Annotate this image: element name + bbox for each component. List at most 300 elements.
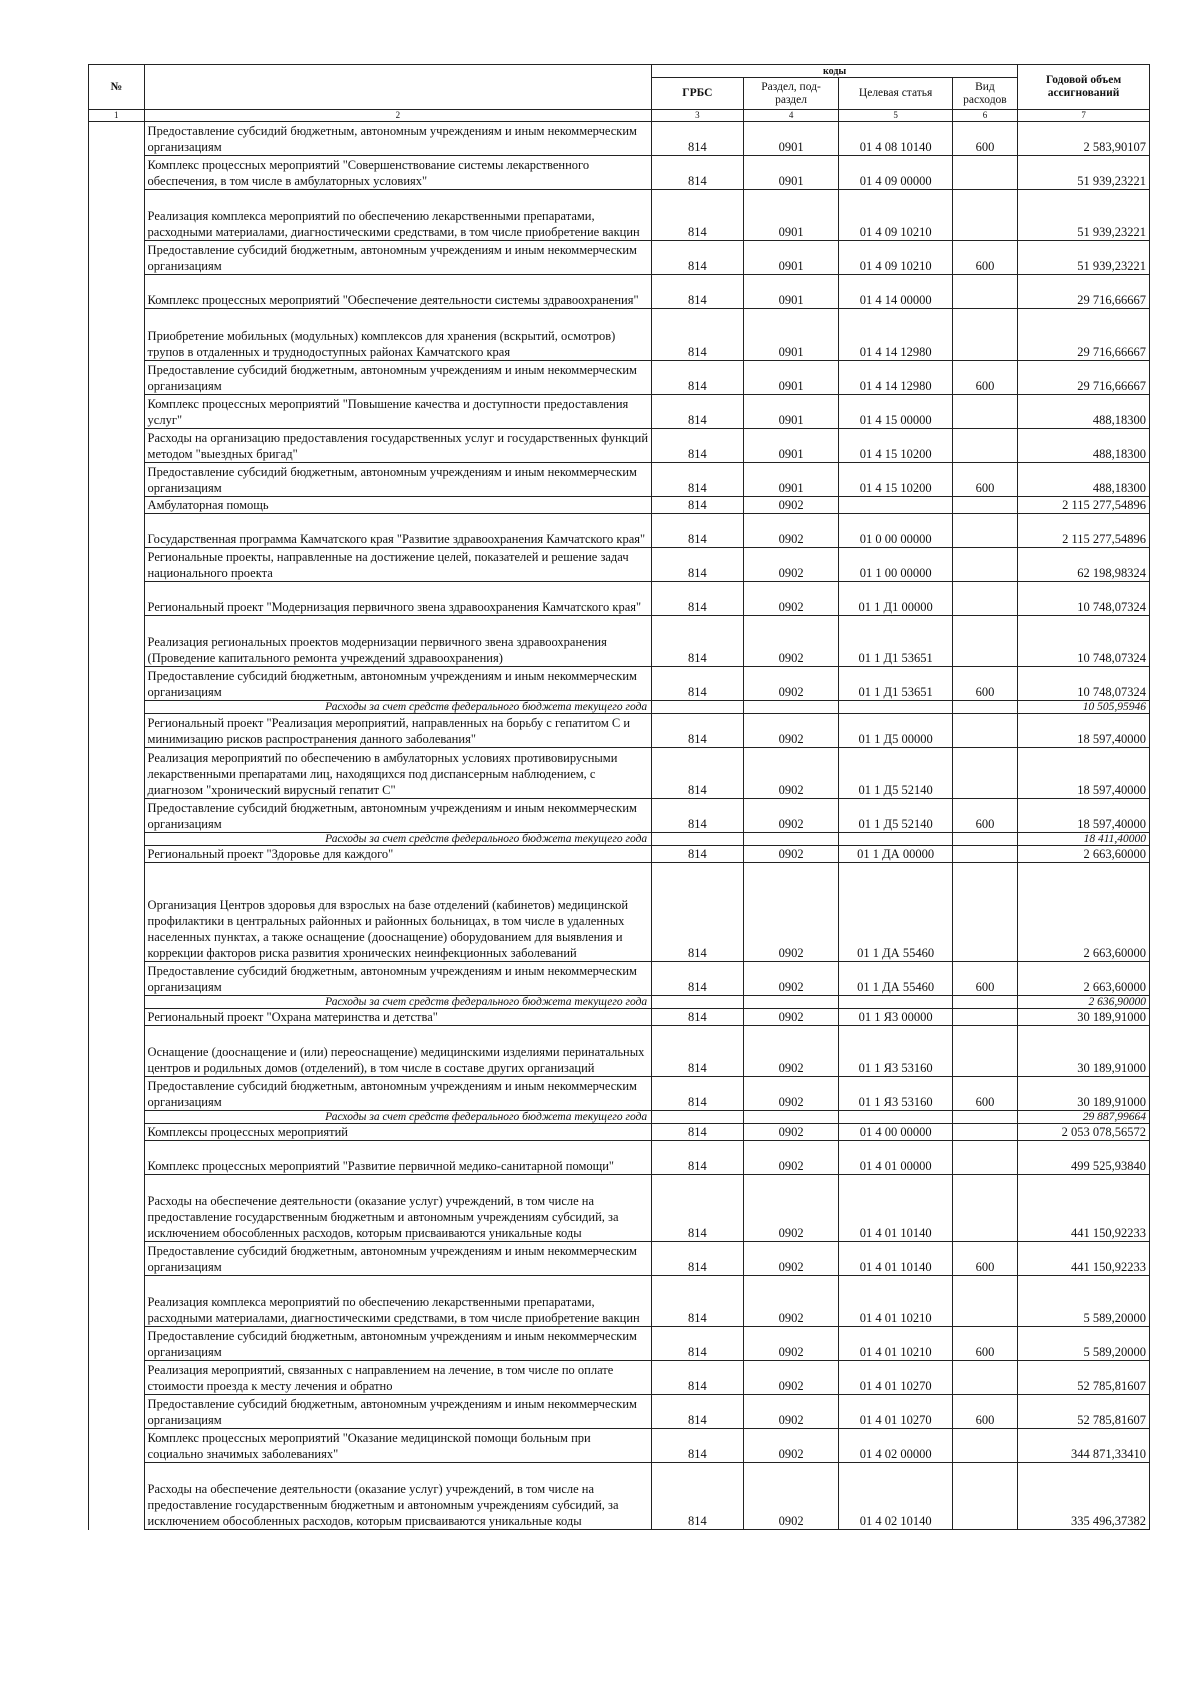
- cell-type: 600: [952, 799, 1017, 833]
- table-row: [89, 548, 1150, 582]
- col-number-2: 2: [144, 110, 652, 122]
- row-number-cell: [89, 122, 145, 156]
- row-number-cell: [89, 156, 145, 190]
- cell-desc: Региональный проект "Реализация мероприятий, направленных на борьбу с гепатитом С и минимизацию рисков распространения данного заболевания": [144, 714, 652, 748]
- cell-section: 0902: [743, 962, 839, 996]
- cell-type: [952, 1429, 1017, 1463]
- cell-amount: 2 115 277,54896: [1018, 497, 1150, 514]
- cell-amount: 5 589,20000: [1018, 1276, 1150, 1327]
- cell-section: 0901: [743, 309, 839, 361]
- cell-target: 01 0 00 00000: [839, 514, 952, 548]
- cell-desc: Комплекс процессных мероприятий "Оказание медицинской помощи больным при социально значимых заболеваниях": [144, 1429, 652, 1463]
- cell-target: 01 1 Я3 00000: [839, 1009, 952, 1026]
- cell-target: 01 4 01 00000: [839, 1141, 952, 1175]
- cell-type: [952, 616, 1017, 667]
- cell-grbs: [652, 996, 744, 1009]
- cell-target: 01 4 09 00000: [839, 156, 952, 190]
- cell-grbs: 814: [652, 1276, 744, 1327]
- cell-section: 0902: [743, 1276, 839, 1327]
- cell-target: 01 4 01 10210: [839, 1276, 952, 1327]
- cell-type: [952, 309, 1017, 361]
- cell-type: 600: [952, 962, 1017, 996]
- cell-target: 01 4 01 10210: [839, 1327, 952, 1361]
- cell-section: 0902: [743, 846, 839, 863]
- cell-desc: Предоставление субсидий бюджетным, автономным учреждениям и иным некоммерческим организациям: [144, 241, 652, 275]
- cell-amount: 29 887,99664: [1018, 1111, 1150, 1124]
- cell-amount: 30 189,91000: [1018, 1009, 1150, 1026]
- cell-target: [839, 701, 952, 714]
- table-row: [89, 667, 1150, 701]
- cell-target: 01 4 15 00000: [839, 395, 952, 429]
- col-number-5: 5: [839, 110, 952, 122]
- cell-target: 01 4 14 00000: [839, 275, 952, 309]
- cell-section: 0902: [743, 616, 839, 667]
- cell-desc: Комплекс процессных мероприятий "Повышение качества и доступности предоставления услуг": [144, 395, 652, 429]
- cell-section: 0901: [743, 190, 839, 241]
- cell-grbs: 814: [652, 667, 744, 701]
- cell-type: 600: [952, 667, 1017, 701]
- cell-section: 0902: [743, 863, 839, 962]
- cell-grbs: [652, 701, 744, 714]
- row-number-cell: [89, 996, 145, 1009]
- cell-grbs: 814: [652, 156, 744, 190]
- cell-desc: Расходы за счет средств федерального бюджета текущего года: [144, 996, 652, 1009]
- cell-target: 01 1 ДА 55460: [839, 863, 952, 962]
- cell-section: 0902: [743, 1463, 839, 1530]
- cell-type: [952, 714, 1017, 748]
- cell-desc: Предоставление субсидий бюджетным, автономным учреждениям и иным некоммерческим организациям: [144, 463, 652, 497]
- cell-grbs: 814: [652, 1327, 744, 1361]
- cell-type: 600: [952, 1395, 1017, 1429]
- cell-target: 01 1 Д1 00000: [839, 582, 952, 616]
- cell-type: [952, 275, 1017, 309]
- table-row: [89, 799, 1150, 833]
- cell-grbs: 814: [652, 190, 744, 241]
- header-number: №: [89, 65, 145, 110]
- cell-type: [952, 548, 1017, 582]
- budget-document: [88, 64, 1150, 1530]
- cell-target: [839, 1111, 952, 1124]
- cell-grbs: [652, 833, 744, 846]
- cell-amount: 335 496,37382: [1018, 1463, 1150, 1530]
- cell-grbs: 814: [652, 361, 744, 395]
- cell-amount: 2 115 277,54896: [1018, 514, 1150, 548]
- table-row: [89, 1175, 1150, 1242]
- cell-section: 0901: [743, 361, 839, 395]
- cell-grbs: 814: [652, 241, 744, 275]
- federal-budget-row: [89, 1111, 1150, 1124]
- cell-amount: 344 871,33410: [1018, 1429, 1150, 1463]
- cell-desc: Реализация мероприятий по обеспечению в амбулаторных условиях противовирусными лекарственными препаратами лиц, находящихся под диспансерным наблюдением, с диагнозом "хронический вирусный гепатит С": [144, 748, 652, 799]
- row-number-cell: [89, 1395, 145, 1429]
- cell-amount: 18 597,40000: [1018, 799, 1150, 833]
- cell-target: 01 1 ДА 00000: [839, 846, 952, 863]
- row-number-cell: [89, 846, 145, 863]
- row-number-cell: [89, 1009, 145, 1026]
- cell-section: 0902: [743, 1124, 839, 1141]
- cell-grbs: 814: [652, 1361, 744, 1395]
- table-row: [89, 962, 1150, 996]
- cell-desc: Реализация комплекса мероприятий по обеспечению лекарственными препаратами, расходными материалами, диагностическими средствами, в том числе приобретение вакцин: [144, 1276, 652, 1327]
- header-codes: коды: [652, 65, 1018, 78]
- row-number-cell: [89, 1077, 145, 1111]
- cell-type: [952, 1361, 1017, 1395]
- table-row: [89, 1429, 1150, 1463]
- cell-amount: 10 748,07324: [1018, 582, 1150, 616]
- cell-section: [743, 701, 839, 714]
- row-number-cell: [89, 429, 145, 463]
- cell-desc: Расходы за счет средств федерального бюджета текущего года: [144, 833, 652, 846]
- row-number-cell: [89, 1463, 145, 1530]
- cell-grbs: 814: [652, 616, 744, 667]
- row-number-cell: [89, 463, 145, 497]
- cell-desc: Организация Центров здоровья для взрослых на базе отделений (кабинетов) медицинской профилактики в центральных районных и районных больницах, в том числе в удаленных населенных пунктах, а также оснащение (дооснащение) оборудованием для выявления и коррекции факторов риска развития хронических неинфекционных заболеваний: [144, 863, 652, 962]
- budget-table: [88, 64, 1150, 1530]
- cell-type: [952, 701, 1017, 714]
- row-number-cell: [89, 361, 145, 395]
- cell-type: 600: [952, 122, 1017, 156]
- header-expense-type: Вид расходов: [952, 78, 1017, 110]
- cell-amount: 2 663,60000: [1018, 863, 1150, 962]
- row-number-cell: [89, 1141, 145, 1175]
- row-number-cell: [89, 962, 145, 996]
- cell-desc: Предоставление субсидий бюджетным, автономным учреждениям и иным некоммерческим организациям: [144, 122, 652, 156]
- cell-desc: Реализация комплекса мероприятий по обеспечению лекарственными препаратами, расходными материалами, диагностическими средствами, в том числе приобретение вакцин: [144, 190, 652, 241]
- cell-type: [952, 833, 1017, 846]
- row-number-cell: [89, 863, 145, 962]
- cell-amount: 30 189,91000: [1018, 1077, 1150, 1111]
- cell-grbs: 814: [652, 962, 744, 996]
- row-number-cell: [89, 1124, 145, 1141]
- row-number-cell: [89, 514, 145, 548]
- cell-desc: Комплекс процессных мероприятий "Обеспечение деятельности системы здравоохранения": [144, 275, 652, 309]
- row-number-cell: [89, 799, 145, 833]
- cell-amount: 441 150,92233: [1018, 1175, 1150, 1242]
- table-row: [89, 190, 1150, 241]
- cell-grbs: 814: [652, 514, 744, 548]
- cell-grbs: 814: [652, 275, 744, 309]
- cell-type: 600: [952, 1242, 1017, 1276]
- cell-desc: Комплекс процессных мероприятий "Развитие первичной медико-санитарной помощи": [144, 1141, 652, 1175]
- cell-grbs: 814: [652, 714, 744, 748]
- cell-desc: Предоставление субсидий бюджетным, автономным учреждениям и иным некоммерческим организациям: [144, 962, 652, 996]
- table-row: [89, 122, 1150, 156]
- cell-target: 01 1 Я3 53160: [839, 1026, 952, 1077]
- row-number-cell: [89, 497, 145, 514]
- cell-desc: Предоставление субсидий бюджетным, автономным учреждениям и иным некоммерческим организациям: [144, 667, 652, 701]
- cell-target: 01 4 01 10270: [839, 1395, 952, 1429]
- cell-section: 0902: [743, 548, 839, 582]
- cell-target: [839, 833, 952, 846]
- table-row: [89, 616, 1150, 667]
- table-row: [89, 1327, 1150, 1361]
- cell-grbs: 814: [652, 395, 744, 429]
- cell-section: 0902: [743, 799, 839, 833]
- cell-amount: 499 525,93840: [1018, 1141, 1150, 1175]
- cell-amount: 488,18300: [1018, 395, 1150, 429]
- cell-grbs: 814: [652, 463, 744, 497]
- cell-section: 0902: [743, 1327, 839, 1361]
- header-grbs: ГРБС: [652, 78, 744, 110]
- cell-amount: 51 939,23221: [1018, 190, 1150, 241]
- row-number-cell: [89, 616, 145, 667]
- cell-section: 0902: [743, 667, 839, 701]
- row-number-cell: [89, 667, 145, 701]
- cell-target: 01 4 01 10140: [839, 1175, 952, 1242]
- cell-section: 0902: [743, 1009, 839, 1026]
- row-number-cell: [89, 395, 145, 429]
- cell-type: [952, 582, 1017, 616]
- cell-section: 0902: [743, 582, 839, 616]
- table-row: [89, 582, 1150, 616]
- cell-amount: 488,18300: [1018, 463, 1150, 497]
- cell-type: 600: [952, 241, 1017, 275]
- table-row: [89, 1395, 1150, 1429]
- cell-amount: 10 505,95946: [1018, 701, 1150, 714]
- cell-desc: Оснащение (дооснащение и (или) переоснащение) медицинскими изделиями перинатальных центров и родильных домов (отделений), в том числе в составе других организаций: [144, 1026, 652, 1077]
- cell-section: [743, 1111, 839, 1124]
- row-number-cell: [89, 1327, 145, 1361]
- cell-desc: Комплекс процессных мероприятий "Совершенствование системы лекарственного обеспечения, в том числе в амбулаторных условиях": [144, 156, 652, 190]
- header-target: Целевая статья: [839, 78, 952, 110]
- cell-target: [839, 996, 952, 1009]
- cell-grbs: 814: [652, 548, 744, 582]
- cell-amount: 488,18300: [1018, 429, 1150, 463]
- cell-section: 0902: [743, 514, 839, 548]
- table-row: [89, 497, 1150, 514]
- cell-section: 0902: [743, 714, 839, 748]
- row-number-cell: [89, 1111, 145, 1124]
- cell-desc: Предоставление субсидий бюджетным, автономным учреждениям и иным некоммерческим организациям: [144, 1327, 652, 1361]
- federal-budget-row: [89, 701, 1150, 714]
- table-row: [89, 156, 1150, 190]
- table-row: [89, 514, 1150, 548]
- cell-type: [952, 497, 1017, 514]
- row-number-cell: [89, 701, 145, 714]
- cell-type: [952, 1463, 1017, 1530]
- header-annual: Годовой объем ассигнований: [1018, 65, 1150, 110]
- federal-budget-row: [89, 833, 1150, 846]
- row-number-cell: [89, 548, 145, 582]
- cell-target: 01 4 02 00000: [839, 1429, 952, 1463]
- cell-section: 0902: [743, 1077, 839, 1111]
- cell-desc: Государственная программа Камчатского края "Развитие здравоохранения Камчатского края": [144, 514, 652, 548]
- cell-section: 0901: [743, 241, 839, 275]
- cell-desc: Предоставление субсидий бюджетным, автономным учреждениям и иным некоммерческим организациям: [144, 1242, 652, 1276]
- table-row: [89, 1276, 1150, 1327]
- cell-amount: 10 748,07324: [1018, 667, 1150, 701]
- header-description: [144, 65, 652, 110]
- table-row: [89, 863, 1150, 962]
- cell-type: 600: [952, 463, 1017, 497]
- table-row: [89, 1009, 1150, 1026]
- cell-target: 01 1 Д5 52140: [839, 748, 952, 799]
- cell-target: 01 4 09 10210: [839, 241, 952, 275]
- cell-type: [952, 748, 1017, 799]
- cell-section: 0902: [743, 1175, 839, 1242]
- cell-desc: Реализация региональных проектов модернизации первичного звена здравоохранения (Проведение капитального ремонта учреждений здравоохранения): [144, 616, 652, 667]
- cell-desc: Региональный проект "Здоровье для каждого": [144, 846, 652, 863]
- cell-type: [952, 1124, 1017, 1141]
- row-number-cell: [89, 1242, 145, 1276]
- row-number-cell: [89, 1175, 145, 1242]
- cell-target: 01 1 Д1 53651: [839, 667, 952, 701]
- cell-amount: 29 716,66667: [1018, 275, 1150, 309]
- cell-target: 01 1 Д5 52140: [839, 799, 952, 833]
- cell-section: 0902: [743, 497, 839, 514]
- cell-amount: 62 198,98324: [1018, 548, 1150, 582]
- header-section: Раздел, под-раздел: [743, 78, 839, 110]
- cell-target: 01 4 14 12980: [839, 361, 952, 395]
- cell-amount: 52 785,81607: [1018, 1361, 1150, 1395]
- cell-section: 0902: [743, 1141, 839, 1175]
- cell-amount: 18 597,40000: [1018, 714, 1150, 748]
- cell-desc: Предоставление субсидий бюджетным, автономным учреждениям и иным некоммерческим организациям: [144, 1077, 652, 1111]
- cell-grbs: 814: [652, 863, 744, 962]
- table-row: [89, 1026, 1150, 1077]
- cell-type: [952, 1276, 1017, 1327]
- cell-grbs: 814: [652, 1026, 744, 1077]
- table-header: [89, 65, 1150, 122]
- cell-grbs: [652, 1111, 744, 1124]
- table-row: [89, 361, 1150, 395]
- row-number-cell: [89, 241, 145, 275]
- row-number-cell: [89, 1361, 145, 1395]
- cell-desc: Расходы на организацию предоставления государственных услуг и государственных функций методом "выездных бригад": [144, 429, 652, 463]
- table-row: [89, 275, 1150, 309]
- cell-desc: Реализация мероприятий, связанных с направлением на лечение, в том числе по оплате стоимости проезда к месту лечения и обратно: [144, 1361, 652, 1395]
- cell-target: 01 1 Д5 00000: [839, 714, 952, 748]
- federal-budget-row: [89, 996, 1150, 1009]
- cell-desc: Расходы за счет средств федерального бюджета текущего года: [144, 1111, 652, 1124]
- cell-grbs: 814: [652, 1077, 744, 1111]
- cell-target: 01 4 01 10270: [839, 1361, 952, 1395]
- row-number-cell: [89, 582, 145, 616]
- cell-amount: 29 716,66667: [1018, 361, 1150, 395]
- row-number-cell: [89, 190, 145, 241]
- cell-amount: 30 189,91000: [1018, 1026, 1150, 1077]
- table-row: [89, 846, 1150, 863]
- cell-desc: Расходы на обеспечение деятельности (оказание услуг) учреждений, в том числе на предоставление государственным бюджетным и автономным учреждениям субсидий, за исключением обособленных расходов, которым присваиваются уникальные коды: [144, 1463, 652, 1530]
- cell-grbs: 814: [652, 846, 744, 863]
- row-number-cell: [89, 1026, 145, 1077]
- col-number-1: 1: [89, 110, 145, 122]
- cell-type: [952, 1111, 1017, 1124]
- row-number-cell: [89, 1429, 145, 1463]
- cell-desc: Амбулаторная помощь: [144, 497, 652, 514]
- cell-grbs: 814: [652, 582, 744, 616]
- cell-target: 01 4 00 00000: [839, 1124, 952, 1141]
- table-row: [89, 429, 1150, 463]
- table-body: [89, 122, 1150, 1530]
- cell-type: 600: [952, 1327, 1017, 1361]
- cell-grbs: 814: [652, 122, 744, 156]
- table-row: [89, 1361, 1150, 1395]
- cell-target: 01 4 14 12980: [839, 309, 952, 361]
- cell-section: 0902: [743, 1026, 839, 1077]
- cell-grbs: 814: [652, 748, 744, 799]
- table-row: [89, 748, 1150, 799]
- col-number-3: 3: [652, 110, 744, 122]
- cell-section: 0901: [743, 122, 839, 156]
- table-row: [89, 1124, 1150, 1141]
- col-number-6: 6: [952, 110, 1017, 122]
- cell-target: 01 4 09 10210: [839, 190, 952, 241]
- cell-section: 0902: [743, 748, 839, 799]
- row-number-cell: [89, 833, 145, 846]
- cell-type: [952, 514, 1017, 548]
- cell-section: 0902: [743, 1361, 839, 1395]
- cell-desc: Расходы на обеспечение деятельности (оказание услуг) учреждений, в том числе на предоставление государственным бюджетным и автономным учреждениям субсидий, за исключением обособленных расходов, которым присваиваются уникальные коды: [144, 1175, 652, 1242]
- cell-grbs: 814: [652, 1242, 744, 1276]
- cell-type: [952, 863, 1017, 962]
- table-row: [89, 241, 1150, 275]
- cell-desc: Предоставление субсидий бюджетным, автономным учреждениям и иным некоммерческим организациям: [144, 1395, 652, 1429]
- cell-desc: Предоставление субсидий бюджетным, автономным учреждениям и иным некоммерческим организациям: [144, 799, 652, 833]
- cell-desc: Комплексы процессных мероприятий: [144, 1124, 652, 1141]
- table-row: [89, 463, 1150, 497]
- table-row: [89, 395, 1150, 429]
- cell-amount: 2 663,60000: [1018, 846, 1150, 863]
- cell-section: 0902: [743, 1429, 839, 1463]
- cell-target: 01 4 15 10200: [839, 429, 952, 463]
- cell-desc: Предоставление субсидий бюджетным, автономным учреждениям и иным некоммерческим организациям: [144, 361, 652, 395]
- cell-type: 600: [952, 361, 1017, 395]
- cell-type: [952, 1009, 1017, 1026]
- cell-section: 0902: [743, 1242, 839, 1276]
- cell-type: [952, 996, 1017, 1009]
- table-row: [89, 1242, 1150, 1276]
- cell-desc: Расходы за счет средств федерального бюджета текущего года: [144, 701, 652, 714]
- cell-amount: 10 748,07324: [1018, 616, 1150, 667]
- table-row: [89, 1463, 1150, 1530]
- cell-amount: 29 716,66667: [1018, 309, 1150, 361]
- row-number-cell: [89, 748, 145, 799]
- cell-target: [839, 497, 952, 514]
- row-number-cell: [89, 1276, 145, 1327]
- cell-grbs: 814: [652, 1124, 744, 1141]
- cell-target: 01 4 08 10140: [839, 122, 952, 156]
- table-row: [89, 714, 1150, 748]
- cell-type: 600: [952, 1077, 1017, 1111]
- cell-amount: 2 636,90000: [1018, 996, 1150, 1009]
- cell-section: [743, 996, 839, 1009]
- table-row: [89, 1141, 1150, 1175]
- cell-amount: 51 939,23221: [1018, 241, 1150, 275]
- cell-amount: 441 150,92233: [1018, 1242, 1150, 1276]
- table-row: [89, 309, 1150, 361]
- cell-target: 01 4 01 10140: [839, 1242, 952, 1276]
- cell-target: 01 1 Я3 53160: [839, 1077, 952, 1111]
- col-number-7: 7: [1018, 110, 1150, 122]
- cell-grbs: 814: [652, 429, 744, 463]
- cell-type: [952, 846, 1017, 863]
- cell-target: 01 4 02 10140: [839, 1463, 952, 1530]
- row-number-cell: [89, 714, 145, 748]
- cell-amount: 52 785,81607: [1018, 1395, 1150, 1429]
- cell-amount: 2 663,60000: [1018, 962, 1150, 996]
- table-row: [89, 1077, 1150, 1111]
- cell-grbs: 814: [652, 1141, 744, 1175]
- cell-amount: 18 597,40000: [1018, 748, 1150, 799]
- cell-type: [952, 156, 1017, 190]
- cell-grbs: 814: [652, 1463, 744, 1530]
- cell-amount: 5 589,20000: [1018, 1327, 1150, 1361]
- cell-type: [952, 190, 1017, 241]
- cell-grbs: 814: [652, 497, 744, 514]
- cell-grbs: 814: [652, 1429, 744, 1463]
- cell-amount: 2 583,90107: [1018, 122, 1150, 156]
